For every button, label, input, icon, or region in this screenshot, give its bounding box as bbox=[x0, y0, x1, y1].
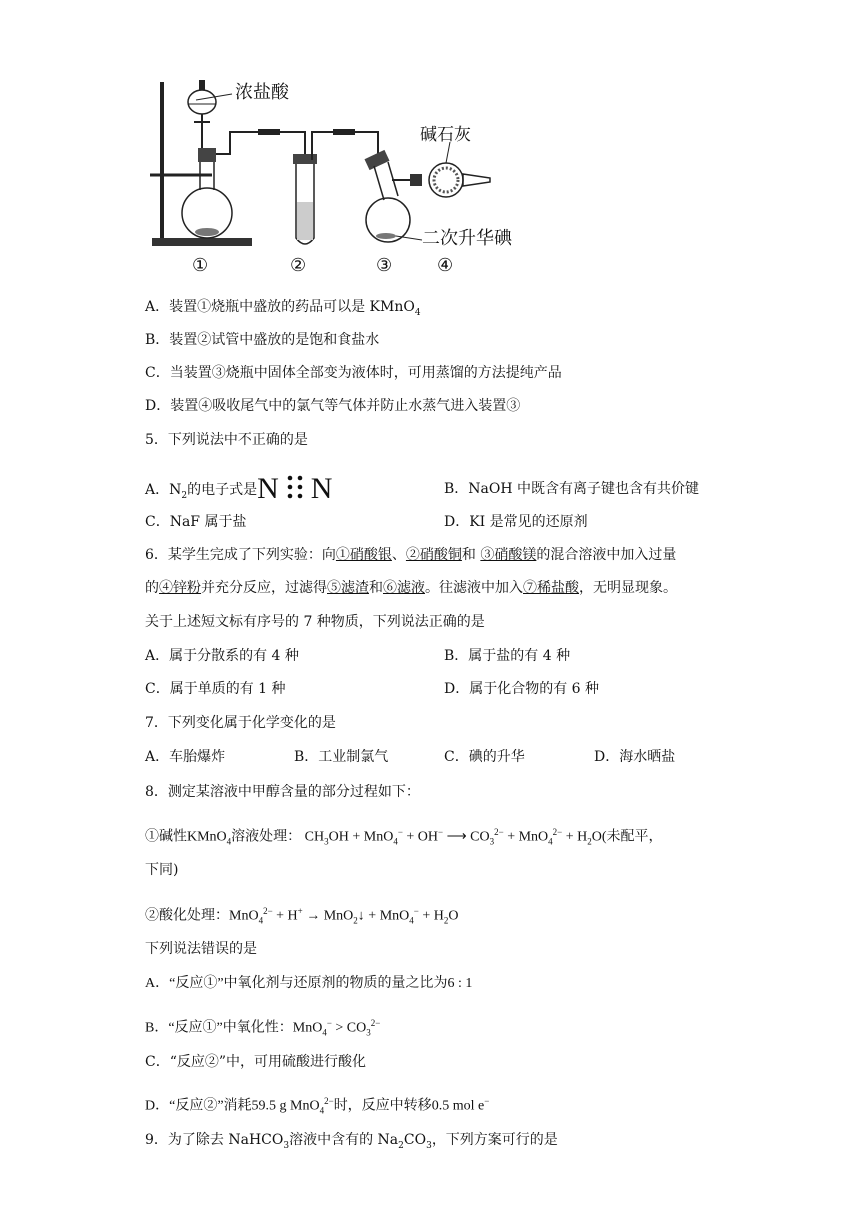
q4-option-c: C．当装置③烧瓶中固体全部变为液体时，可用蒸馏的方法提纯产品 bbox=[145, 365, 562, 381]
q7-option-d: D．海水晒盐 bbox=[594, 749, 676, 765]
q8-step1: ①碱性KMnO$_4$溶液处理： $CH_3OH + MnO_4^- + OH^-$ ⟶ $CO_3^{2-} + MnO_4^{2-} + H_2O$(未配平， bbox=[145, 827, 663, 847]
q5-option-b: B．NaOH 中既含有离子键也含有共价键 bbox=[444, 481, 700, 497]
n2-symbol-left: N bbox=[257, 472, 279, 505]
q5-stem: 5．下列说法中不正确的是 bbox=[145, 432, 308, 448]
q5-option-d: D．KI 是常见的还原剂 bbox=[444, 514, 588, 530]
q8-step1-continued: 下同) bbox=[145, 862, 179, 878]
apparatus-figure bbox=[140, 70, 540, 280]
q6-option-b: B．属于盐的有 4 种 bbox=[444, 648, 571, 664]
electron-dots-icon bbox=[285, 474, 305, 500]
q6-stem-line2: 的④锌粉并充分反应，过滤得⑤滤渣和⑥滤液。往滤液中加入⑦稀盐酸，无明显现象。 bbox=[145, 580, 677, 596]
q7-option-c: C．碘的升华 bbox=[444, 749, 525, 765]
q7-option-b: B．工业制氯气 bbox=[294, 749, 389, 765]
q4-option-b: B．装置②试管中盛放的是饱和食盐水 bbox=[145, 332, 380, 348]
q7-option-a: A．车胎爆炸 bbox=[145, 749, 226, 765]
n2-symbol-right: N bbox=[310, 472, 333, 505]
q8-option-b: B．“反应①”中氧化性：$MnO_4^- > CO_3^{2-}$ bbox=[145, 1018, 381, 1038]
q6-stem-line1: 6．某学生完成了下列实验：向①硝酸银、②硝酸铜和 ③硝酸镁的混合溶液中加入过量 bbox=[145, 547, 677, 563]
label-sublimed-iodine: 二次升华碘 bbox=[422, 228, 512, 249]
label-num-4: ④ bbox=[437, 255, 454, 276]
q6-option-a: A．属于分散系的有 4 种 bbox=[145, 648, 299, 664]
q6-stem-line3: 关于上述短文标有序号的 7 种物质，下列说法正确的是 bbox=[145, 614, 485, 630]
q4-option-a: A．装置①烧瓶中盛放的药品可以是 KMnO$_4$ bbox=[145, 299, 421, 318]
q8-option-d: D．“反应②”消耗59.5 g MnO$_4^{2-}$时，反应中转移0.5 mol e− bbox=[145, 1096, 490, 1116]
q8-option-c: C．“反应②”中，可用硫酸进行酸化 bbox=[145, 1054, 367, 1070]
q8-stem: 8．测定某溶液中甲醇含量的部分过程如下： bbox=[145, 784, 420, 800]
q5-option-c: C．NaF 属于盐 bbox=[145, 514, 247, 530]
q8-option-a: A．“反应①”中氧化剂与还原剂的物质的量之比为6 : 1 bbox=[145, 976, 473, 991]
q7-stem: 7．下列变化属于化学变化的是 bbox=[145, 715, 336, 731]
q4-option-d: D．装置④吸收尾气中的氯气等气体并防止水蒸气进入装置③ bbox=[145, 398, 521, 414]
q9-stem: 9．为了除去 NaHCO$_3$溶液中含有的 $Na_2CO_3$，下列方案可行的是 bbox=[145, 1132, 558, 1151]
label-num-3: ③ bbox=[376, 255, 393, 276]
q8-step2: ②酸化处理：MnO$_4^{2-}$ + H+ → MnO$_2$↓ + $MnO_4^- + H_2O$ bbox=[145, 906, 459, 926]
label-soda-lime: 碱石灰 bbox=[420, 125, 471, 145]
label-num-1: ① bbox=[192, 255, 209, 276]
q6-option-d: D．属于化合物的有 6 种 bbox=[444, 681, 600, 697]
q6-option-c: C．属于单质的有 1 种 bbox=[145, 681, 286, 697]
label-num-2: ② bbox=[290, 255, 307, 276]
label-conc-hcl: 浓盐酸 bbox=[235, 82, 289, 103]
q8-stem2: 下列说法错误的是 bbox=[145, 941, 257, 957]
q5-option-a: A．$N_2$的电子式是N N bbox=[145, 472, 333, 505]
